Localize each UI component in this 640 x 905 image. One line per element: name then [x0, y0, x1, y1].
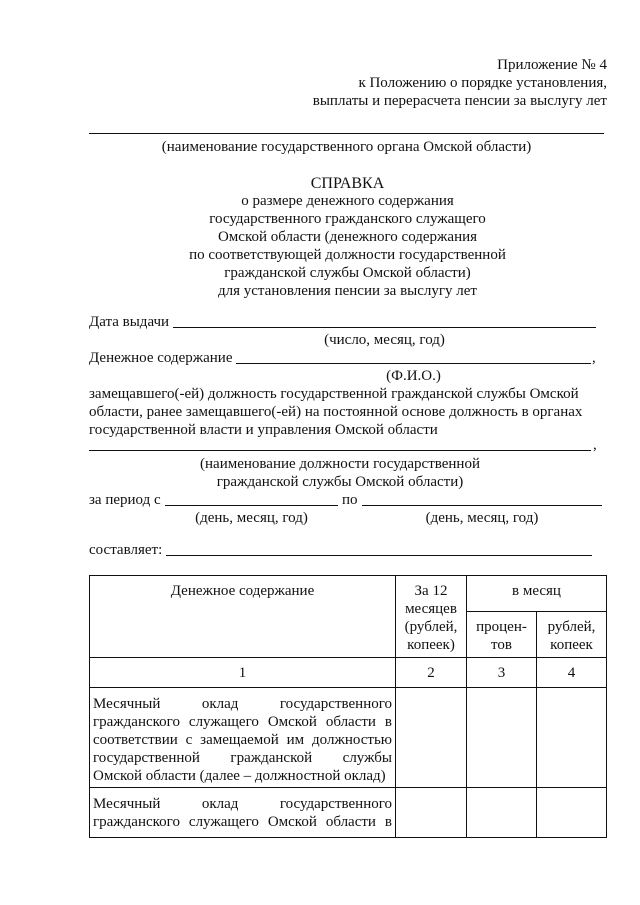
header-money-content-label: Денежное содержание: [170, 583, 315, 599]
header-12-months-line: (рублей,: [404, 619, 458, 635]
issue-date-field[interactable]: [173, 327, 596, 328]
fio-field[interactable]: [236, 363, 591, 364]
date-caption-from: (день, месяц, год): [195, 510, 308, 526]
row-value-percent[interactable]: [467, 688, 537, 788]
row-text-line: государственной гражданской службы: [93, 750, 392, 766]
header-rubles-line: копеек: [550, 637, 593, 653]
column-number: 3: [467, 658, 537, 688]
position-text-line: области, ранее замещавшего(-ей) на постоянной основе должность в органах: [89, 404, 583, 420]
header-percent: [467, 612, 537, 658]
date-caption-to: (день, месяц, год): [425, 510, 539, 526]
row-text-line: соответствии с замещаемой им должностью: [93, 732, 392, 748]
amounts-label: составляет:: [89, 542, 163, 558]
issue-date-label: Дата выдачи: [89, 314, 170, 330]
issue-date-caption: (число, месяц, год): [324, 332, 445, 348]
title-line: о размере денежного содержания: [241, 193, 454, 209]
salary-label: Денежное содержание: [89, 350, 233, 366]
header-percent-line: процен-: [476, 619, 527, 635]
header-rubles: [537, 612, 607, 658]
header-rubles-line: рублей,: [547, 619, 596, 635]
row-value-12-months[interactable]: [396, 788, 467, 838]
title-line: по соответствующей должности государственной: [189, 247, 506, 263]
header-12-months-line: месяцев: [405, 601, 457, 617]
title-line: гражданской службы Омской области): [224, 265, 471, 281]
row-description: [90, 688, 396, 788]
row-description: [90, 788, 396, 838]
header-money-content: [90, 576, 396, 658]
title-line: государственного гражданского служащего: [209, 211, 486, 227]
table-row: [90, 788, 607, 838]
row-text-line: Омской области (далее – должностной оклад): [93, 768, 386, 784]
period-from-field[interactable]: [165, 505, 338, 506]
row-value-rubles[interactable]: [537, 688, 607, 788]
row-text-line: гражданского служащего Омской области в: [93, 814, 392, 830]
amounts-field[interactable]: [166, 555, 592, 556]
fio-caption: (Ф.И.О.): [386, 368, 441, 384]
header-per-month: [467, 576, 607, 612]
table-row: [90, 688, 607, 788]
title-line: Омской области (денежного содержания: [217, 229, 478, 245]
period-to-field[interactable]: [362, 505, 602, 506]
org-caption: (наименование государственного органа Омской области): [161, 139, 532, 155]
comma: ,: [593, 437, 597, 453]
header-per-month-label: в месяц: [512, 583, 561, 599]
position-text-line: государственной власти и управления Омской области: [89, 422, 438, 438]
period-to-label: по: [342, 492, 358, 508]
header-12-months: [396, 576, 467, 658]
appendix-line-1: Приложение № 4: [497, 57, 607, 73]
title-line: для установления пенсии за выслугу лет: [218, 283, 477, 299]
org-name-line[interactable]: [89, 133, 604, 134]
header-12-months-line: За 12: [414, 583, 448, 599]
header-12-months-line: копеек): [407, 637, 455, 653]
column-number: 2: [396, 658, 467, 688]
row-text-line: Месячный оклад государственного: [93, 696, 392, 712]
row-value-rubles[interactable]: [537, 788, 607, 838]
position-caption: (наименование должности государственной: [200, 456, 480, 472]
row-text-line: Месячный оклад государственного: [93, 796, 392, 812]
position-text-line: замещавшего(-ей) должность государственной гражданской службы Омской: [89, 386, 579, 402]
position-caption: гражданской службы Омской области): [216, 474, 464, 490]
period-from-label: за период с: [89, 492, 161, 508]
row-text-line: гражданского служащего Омской области в: [93, 714, 392, 730]
document-title: СПРАВКА: [310, 175, 385, 192]
row-value-percent[interactable]: [467, 788, 537, 838]
comma: ,: [592, 350, 596, 366]
salary-table: [89, 575, 607, 838]
appendix-line-2: к Положению о порядке установления,: [358, 75, 607, 91]
position-name-field[interactable]: [89, 450, 591, 451]
column-number: 4: [537, 658, 607, 688]
column-number: 1: [90, 658, 396, 688]
header-percent-line: тов: [491, 637, 512, 653]
appendix-line-3: выплаты и перерасчета пенсии за выслугу лет: [312, 93, 607, 109]
row-value-12-months[interactable]: [396, 688, 467, 788]
